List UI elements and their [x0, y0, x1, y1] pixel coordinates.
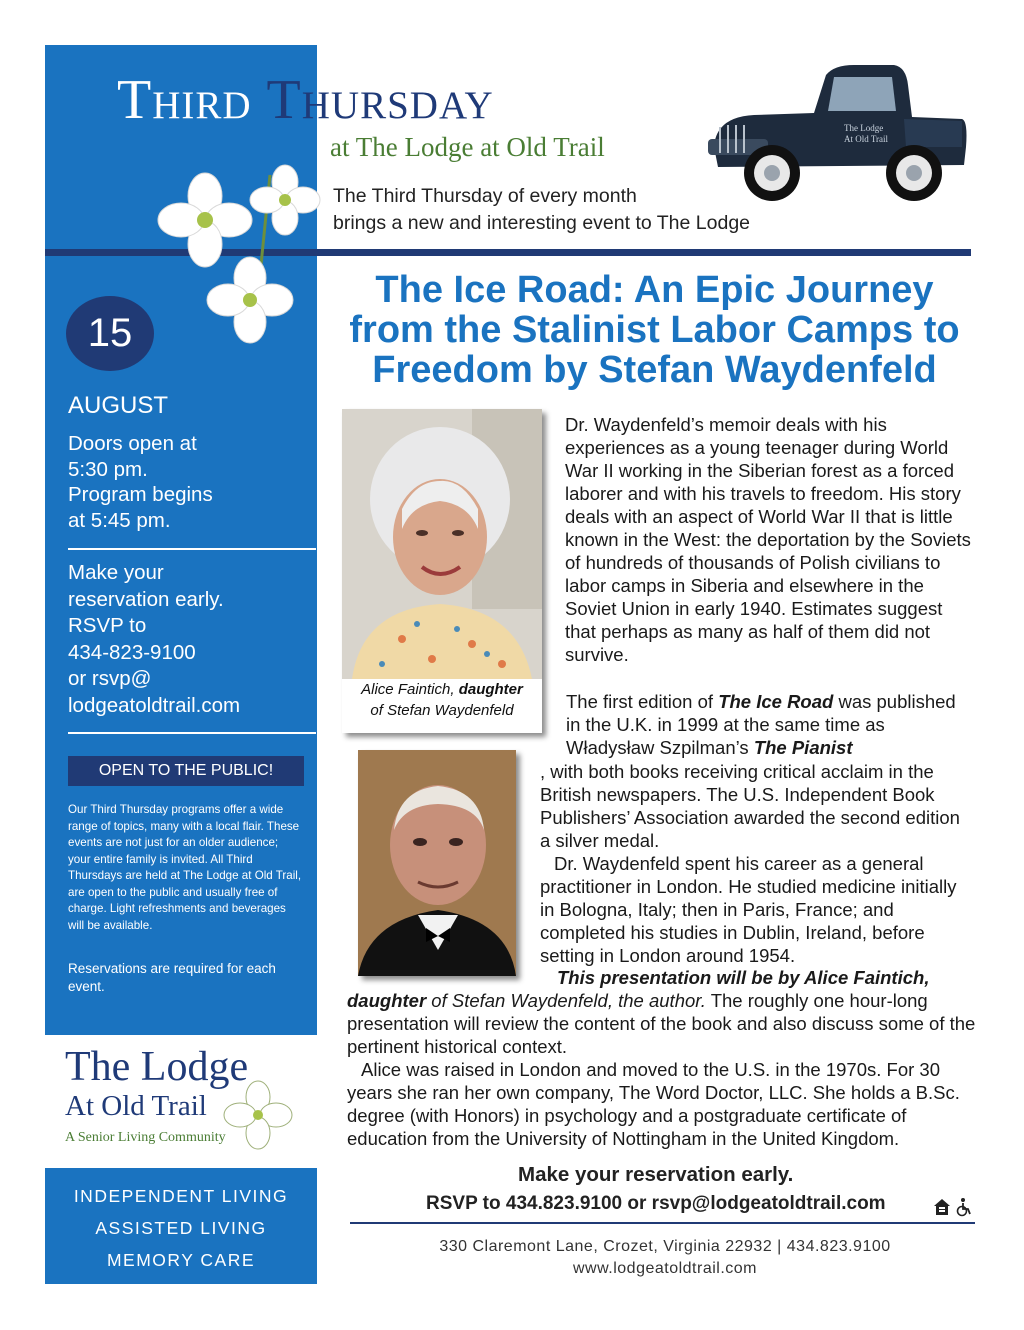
equal-housing-icon — [932, 1197, 974, 1217]
event-time-line: at 5:45 pm. — [68, 508, 171, 532]
event-time-line: Program begins — [68, 483, 213, 506]
event-times — [68, 431, 298, 533]
sidebar-rsvp — [68, 560, 308, 719]
footer-divider — [350, 1222, 975, 1224]
dogwood-flower-icon — [218, 1075, 298, 1155]
presenter-note: This presentation will be by Alice Faintich, — [557, 967, 930, 988]
reservation-note: Reservations are required for each event. — [68, 961, 276, 994]
service-item: INDEPENDENT LIVING — [73, 1186, 289, 1206]
article-paragraph-3: Dr. Waydenfeld spent his career as a general practitioner in London. He studied medicine initially in Bologna, Italy; then in Paris, France; and completed his studies in Dublin, Ireland, before setting in London around 1954. — [540, 853, 957, 966]
logo-tagline: A Senior Living Community — [65, 1130, 226, 1145]
caption-name: Alice Faintich, — [361, 681, 455, 698]
caption-relation: daughter — [458, 681, 523, 698]
rsvp-line: or rsvp@ — [68, 667, 152, 690]
book-title: The Ice Road — [718, 691, 834, 712]
photo-caption — [342, 679, 542, 721]
book-title: The Pianist — [753, 737, 853, 758]
caption-rest: of Stefan Waydenfeld — [370, 702, 514, 719]
title-word-thursday: Thursday — [266, 69, 494, 131]
portrait-stefan-waydenfeld — [358, 750, 516, 976]
rsvp-email[interactable]: lodgeatoldtrail.com — [68, 693, 241, 717]
footer-address: 330 Claremont Lane, Crozet, Virginia 22932 | 434.823.9100 — [439, 1238, 891, 1255]
services-list — [45, 1180, 317, 1276]
logo-line: At Old Trail — [65, 1090, 207, 1122]
event-time-line: Doors open at — [68, 432, 197, 455]
svg-text:The Lodge: The Lodge — [844, 123, 884, 133]
paragraph-text: The first edition of — [566, 691, 719, 712]
footer-website-link[interactable]: www.lodgeatoldtrail.com — [572, 1260, 758, 1277]
service-item: ASSISTED LIVING — [95, 1218, 267, 1238]
presenter-note: of Stefan Waydenfeld, the author. — [426, 990, 706, 1011]
series-tagline — [333, 183, 833, 237]
rsvp-contact[interactable]: RSVP to 434.823.9100 or rsvp@lodgeatoldtrail.com — [426, 1193, 886, 1214]
dogwood-flower-icon — [150, 155, 340, 345]
article-headline — [337, 270, 972, 390]
reservation-cta: Make your reservation early. — [518, 1163, 794, 1186]
rsvp-line: reservation early. — [68, 587, 224, 611]
paragraph-text: , with both books receiving critical acclaim in the British newspapers. The U.S. Independent Book Publishers’ Association awarded the second edition a silver medal. — [540, 761, 960, 851]
title-subtitle: at The Lodge at Old Trail — [330, 132, 605, 162]
headline-line: The Ice Road: An Epic Journey — [375, 269, 934, 311]
paragraph-text: was published in the U.K. in 1999 at the same time as Władysław Szpilman’s — [566, 691, 956, 758]
article-paragraph-2 — [566, 690, 971, 759]
sidebar-divider — [68, 548, 316, 550]
headline-line: from the Stalinist Labor Camps to — [349, 309, 960, 351]
event-month: AUGUST — [68, 392, 169, 419]
article-paragraph-4 — [347, 966, 977, 1150]
article-paragraph-5: Alice was raised in London and moved to the U.S. in the 1970s. For 30 years she ran her own company, The Word Doctor, LLC. She holds a B.Sc. degree (with Honors) in psychology and a postgraduate certificate of education from the University of Nottingham in the United Kingdom. — [347, 1059, 960, 1149]
event-series-title — [117, 70, 494, 130]
event-day-badge: 15 — [66, 296, 154, 371]
service-item: MEMORY CARE — [106, 1250, 256, 1270]
event-time-line: 5:30 pm. — [68, 457, 148, 481]
article-paragraph-1: Dr. Waydenfeld’s memoir deals with his experiences as a young teenager during World War II working in the Siberian forest as a forced laborer and with his travels to freedom. His story deals with an aspect of World War II that is little known in the West: the deportation by the Soviets of hundreds of thousands of Polish civilians to labor camps in Siberia and elsewhere in the Soviet Union in early 1940. Estimates suggest that perhaps as many as half of them did not survive. — [565, 414, 971, 665]
headline-line: Freedom by Stefan Waydenfeld — [372, 349, 937, 391]
logo-line: The Lodge — [65, 1044, 249, 1090]
svg-text:At Old Trail: At Old Trail — [844, 134, 889, 144]
rsvp-phone[interactable]: 434-823-9100 — [68, 640, 196, 664]
presenter-relation: daughter — [347, 990, 427, 1011]
open-to-public-badge: OPEN TO THE PUBLIC! — [68, 756, 304, 786]
article-paragraph-2-cont — [540, 760, 972, 967]
sidebar-divider — [68, 732, 316, 734]
portrait-image — [342, 409, 542, 679]
tagline-line: The Third Thursday of every month — [333, 185, 637, 207]
portrait-alice-faintich — [342, 409, 542, 733]
rsvp-line: Make your — [68, 561, 164, 584]
rsvp-line: RSVP to — [68, 614, 147, 637]
tagline-line: brings a new and interesting event to The Lodge — [333, 212, 751, 234]
public-description: Our Third Thursday programs offer a wide range of topics, many with a local flair. These events are not just for an older audience; your entire family is invited. All Third Thursdays are held at The Lodge at Old Trail, are open to the public and usually free of charge. Light refreshments and beverages will be available. — [68, 803, 302, 932]
title-word-third: Third — [117, 69, 252, 131]
portrait-image — [358, 750, 516, 976]
wheelchair-icon — [958, 1198, 971, 1216]
paragraph-text: The roughly one hour-long presentation will review the content of the book and also discuss some of the pertinent historical context. — [347, 990, 976, 1057]
